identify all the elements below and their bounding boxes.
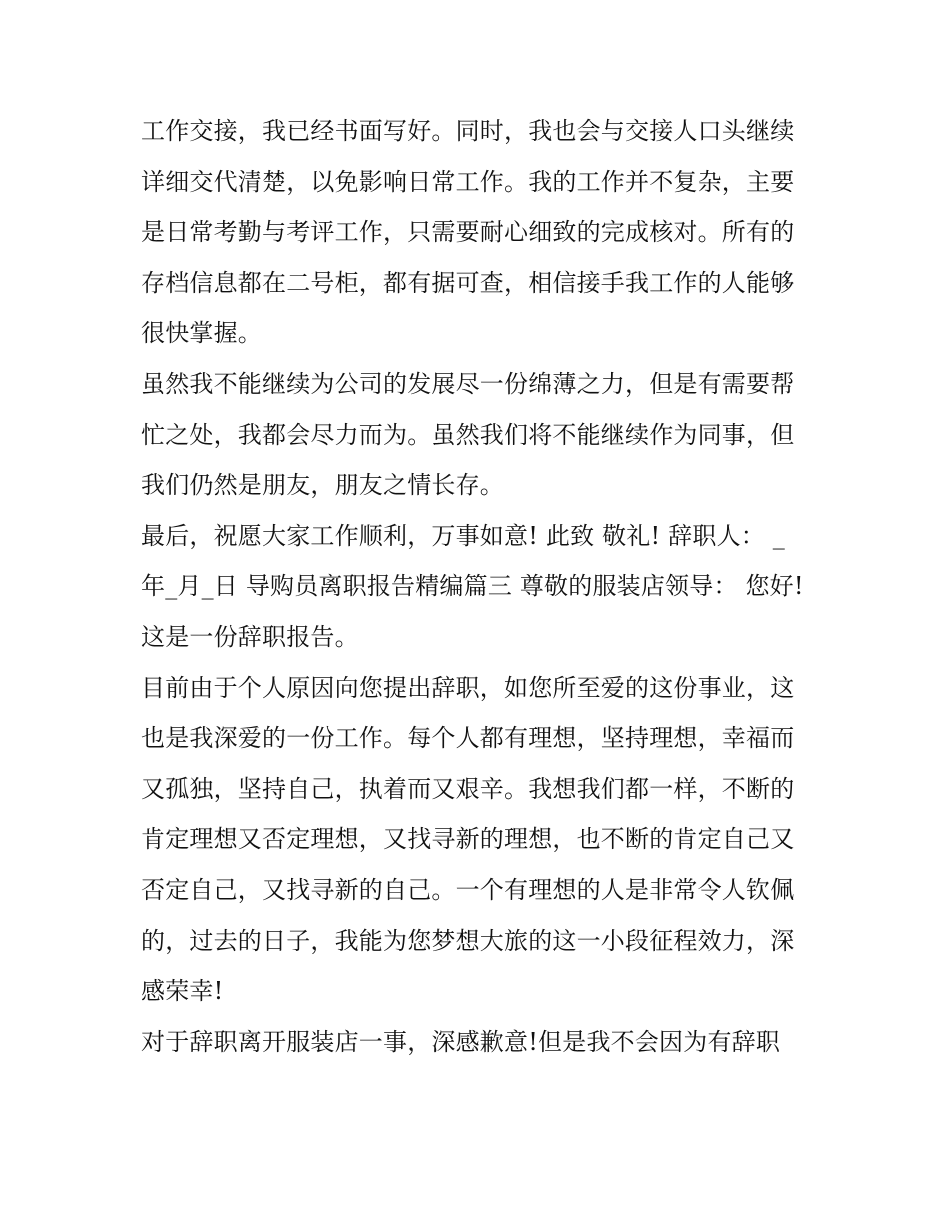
text-line: 很快掌握。 xyxy=(141,319,262,348)
text-line: 工作交接，我已经书面写好。同时，我也会与交接人口头继续 xyxy=(141,117,795,145)
text-line: 感荣幸! xyxy=(141,977,224,1006)
text-line: 虽然我不能继续为公司的发展尽一份绵薄之力，但是有需要帮 xyxy=(141,369,795,398)
text-line: 目前由于个人原因向您提出辞职，如您所至爱的这份事业，这 xyxy=(141,673,795,702)
text-line: 对于辞职离开服装店一事，深感歉意!但是我不会因为有辞职 xyxy=(141,1027,781,1056)
text-line: 肯定理想又否定理想，又找寻新的理想，也不断的肯定自己又 xyxy=(141,825,795,854)
text-line: 也是我深爱的一份工作。每个人都有理想，坚持理想，幸福而 xyxy=(141,724,795,753)
text-line: 我们仍然是朋友，朋友之情长存。 xyxy=(141,471,504,500)
text-line: 又孤独，坚持自己，执着而又艰辛。我想我们都一样，不断的 xyxy=(141,774,795,803)
text-line: 最后，祝愿大家工作顺利，万事如意! 此致 敬礼! 辞职人： _ xyxy=(141,521,786,550)
text-line: 存档信息都在二号柜，都有据可查，相信接手我工作的人能够 xyxy=(141,268,795,297)
text-line: 否定自己，又找寻新的自己。一个有理想的人是非常令人钦佩 xyxy=(141,875,795,904)
document-body xyxy=(141,106,821,1067)
text-line: 年_月_日 导购员离职报告精编篇三 尊敬的服装店领导： 您好! xyxy=(141,572,804,601)
text-line: 是日常考勤与考评工作，只需要耐心细致的完成核对。所有的 xyxy=(141,218,795,247)
text-line: 的，过去的日子，我能为您梦想大旅的这一小段征程效力，深 xyxy=(141,926,795,955)
text-line: 忙之处，我都会尽力而为。虽然我们将不能继续作为同事，但 xyxy=(141,420,795,449)
text-line: 详细交代清楚，以免影响日常工作。我的工作并不复杂，主要 xyxy=(141,167,795,196)
text-line: 这是一份辞职报告。 xyxy=(141,622,359,651)
